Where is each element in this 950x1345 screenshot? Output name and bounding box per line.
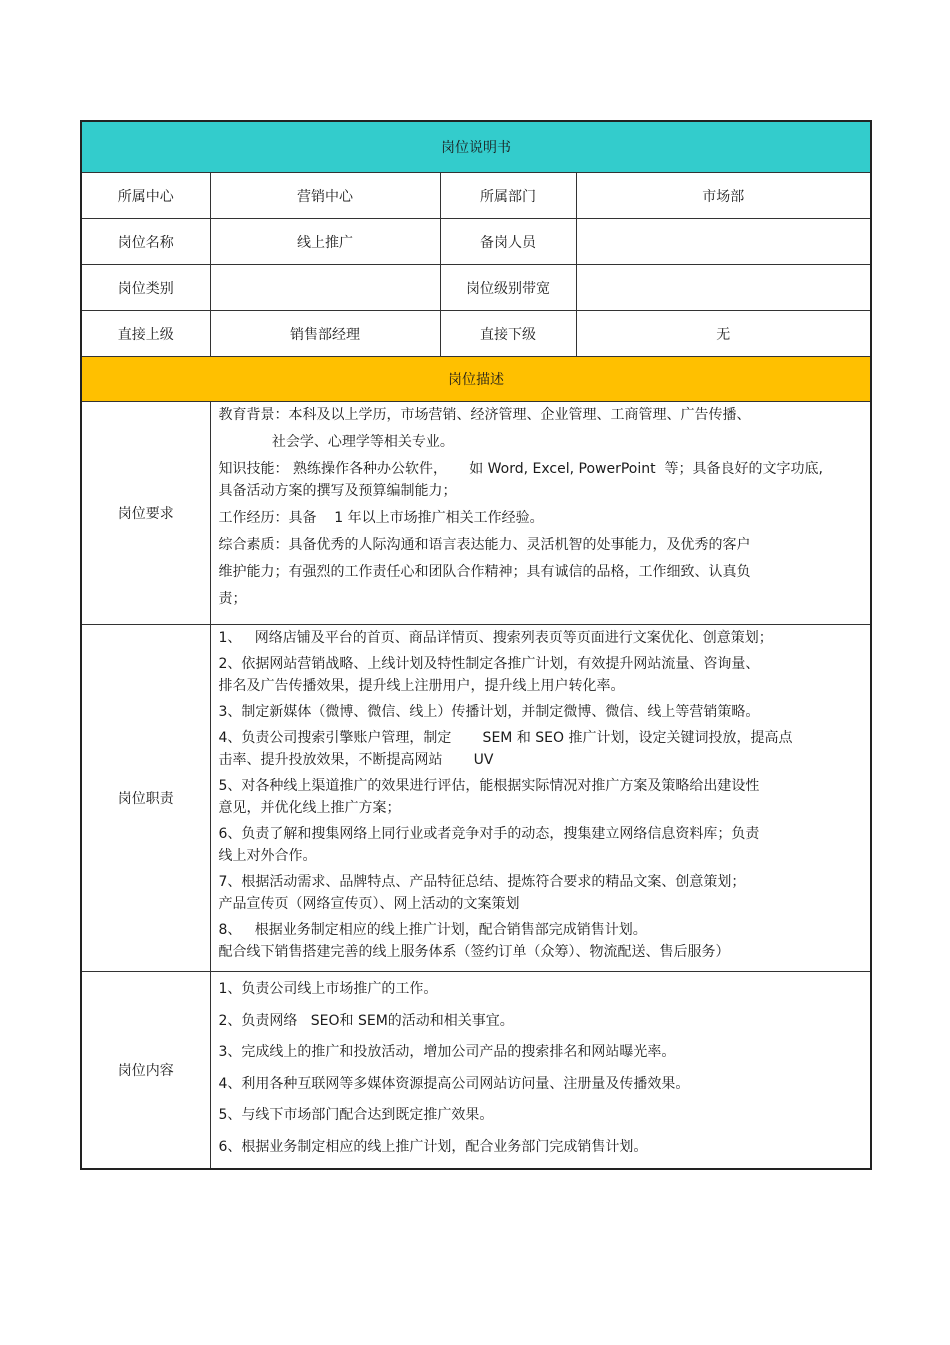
duty-line: 6、负责了解和搜集网络上同行业或者竞争对手的动态，搜集建立网络信息资料库；负责 — [218, 826, 760, 842]
info-value: 线上推广 — [210, 219, 440, 265]
info-value: 市场部 — [576, 173, 871, 219]
duty-line: 意见，并优化线上推广方案； — [218, 800, 401, 816]
content-line: 4、利用各种互联网等多媒体资源提高公司网站访问量、注册量及传播效果。 — [218, 1075, 690, 1092]
document-title: 岗位说明书 — [81, 121, 871, 173]
info-value — [210, 265, 440, 311]
duties-row — [81, 625, 871, 972]
content-content — [210, 972, 871, 1169]
duty-line: 配合线下销售搭建完善的线上服务体系（签约订单（众筹）、物流配送、售后服务） — [218, 944, 730, 960]
info-row — [81, 311, 871, 357]
duty-line: 2、依据网站营销战略、上线计划及特性制定各推广计划，有效提升网站流量、咨询量、 — [218, 656, 760, 672]
content-line: 5、与线下市场部门配合达到既定推广效果。 — [218, 1107, 494, 1123]
requirement-line: 社会学、心理学等相关专业。 — [218, 434, 454, 450]
info-label: 直接下级 — [440, 311, 576, 357]
info-row — [81, 265, 871, 311]
content-row — [81, 972, 871, 1169]
requirement-line: 维护能力；有强烈的工作责任心和团队合作精神；具有诚信的品格，工作细致、认真负 — [218, 564, 751, 580]
info-value — [576, 219, 871, 265]
section-header: 岗位描述 — [81, 357, 871, 402]
duties-content — [210, 625, 871, 972]
info-row — [81, 219, 871, 265]
requirement-line: 知识技能： 熟练操作各种办公软件， 如 Word, Excel, PowerPoint 等；具备良好的文字功底, — [218, 461, 823, 477]
duty-line: 3、制定新媒体（微博、微信、线上）传播计划，并制定微博、微信、线上等营销策略。 — [218, 704, 760, 720]
duty-line: 8、 根据业务制定相应的线上推广计划，配合销售部完成销售计划。 — [218, 922, 647, 938]
content-line: 1、负责公司线上市场推广的工作。 — [218, 981, 438, 997]
job-description-table — [80, 120, 872, 1170]
info-label: 岗位类别 — [81, 265, 210, 311]
info-row — [81, 173, 871, 219]
content-label: 岗位内容 — [81, 972, 210, 1169]
requirements-content — [210, 402, 871, 625]
content-line: 6、根据业务制定相应的线上推广计划，配合业务部门完成销售计划。 — [218, 1138, 648, 1155]
info-label: 备岗人员 — [440, 219, 576, 265]
requirements-row — [81, 402, 871, 625]
duty-line: 产品宣传页（网络宣传页）、网上活动的文案策划 — [218, 896, 520, 912]
duty-line: 击率、提升投放效果，不断提高网站 UV — [218, 752, 494, 768]
duty-line: 线上对外合作。 — [218, 848, 317, 864]
requirement-line: 具备活动方案的撰写及预算编制能力； — [218, 483, 457, 499]
duty-line: 1、 网络店铺及平台的首页、商品详情页、搜索列表页等页面进行文案优化、创意策划； — [218, 630, 773, 646]
duties-label: 岗位职责 — [81, 625, 210, 972]
requirement-line: 综合素质：具备优秀的人际沟通和语言表达能力、灵活机智的处事能力，及优秀的客户 — [218, 537, 751, 553]
requirement-line: 责； — [218, 591, 247, 607]
duty-line: 排名及广告传播效果，提升线上注册用户，提升线上用户转化率。 — [218, 678, 625, 694]
content-line: 2、负责网络 SEO和 SEM的活动和相关事宜。 — [218, 1012, 514, 1029]
duty-line: 5、对各种线上渠道推广的效果进行评估，能根据实际情况对推广方案及策略给出建设性 — [218, 778, 760, 794]
requirements-label: 岗位要求 — [81, 402, 210, 625]
info-label: 所属部门 — [440, 173, 576, 219]
info-value: 销售部经理 — [210, 311, 440, 357]
requirement-line: 教育背景：本科及以上学历，市场营销、经济管理、企业管理、工商管理、广告传播、 — [218, 407, 751, 423]
info-value: 无 — [576, 311, 871, 357]
info-label: 岗位级别带宽 — [440, 265, 576, 311]
duty-line: 7、根据活动需求、品牌特点、产品特征总结、提炼符合要求的精品文案、创意策划； — [218, 874, 746, 890]
duty-line: 4、负责公司搜索引擎账户管理，制定 SEM 和 SEO 推广计划，设定关键词投放，提高点 — [218, 730, 793, 746]
info-label: 所属中心 — [81, 173, 210, 219]
info-label: 直接上级 — [81, 311, 210, 357]
content-line: 3、完成线上的推广和投放活动，增加公司产品的搜索排名和网站曝光率。 — [218, 1044, 676, 1060]
info-value: 营销中心 — [210, 173, 440, 219]
info-value — [576, 265, 871, 311]
requirement-line: 工作经历：具备 1 年以上市场推广相关工作经验。 — [218, 510, 544, 526]
info-label: 岗位名称 — [81, 219, 210, 265]
